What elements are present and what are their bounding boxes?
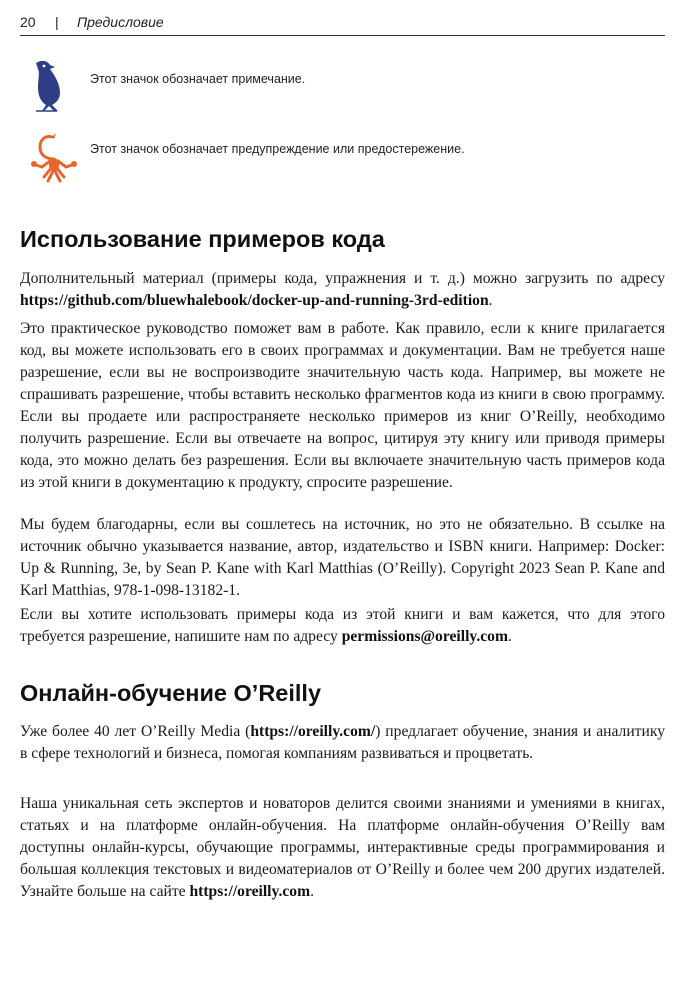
oreilly-site-link[interactable]: https://oreilly.com bbox=[189, 883, 311, 900]
chapter-title: Предисловие bbox=[77, 14, 164, 30]
paragraph bbox=[20, 604, 665, 648]
running-header bbox=[20, 11, 665, 36]
paragraph-text: Наша уникальная сеть экспертов и новаторов делится своими знаниями и умениями в книгах, статьях и на платформе онлайн-обучения. На платформе онлайн-обучения O’Reilly вам доступны онлайн-курсы, обучающие программы, интерактивные среды программирования и большая коллекция текстовых и видеоматериалов от O’Reilly и более чем 200 других издателей. Узнайте больше на сайте bbox=[20, 795, 665, 900]
bird-icon bbox=[24, 55, 84, 115]
paragraph: Это практическое руководство поможет вам в работе. Как правило, если к книге прилагается код, вы можете использовать его в своих программах и документации. Вам не требуется наше разрешение, если вы не воспроизводите значительную часть кода. Например, вы можете не спрашивать разрешение, чтобы вставить несколько фрагментов кода из книги в свою программу. Если вы продаете или распространяете несколько примеров из книг O’Reilly, необходимо получить разрешение. Если вы отвечаете на вопрос, цитируя эту книгу или приводя примеры кода, это можно делать без разрешения. Если вы включаете значительную часть примеров кода из этой книги в документацию к продукту, спросите разрешение. bbox=[20, 320, 665, 491]
paragraph bbox=[20, 793, 665, 903]
header-separator: | bbox=[55, 14, 59, 30]
paragraph-text: Уже более 40 лет O’Reilly Media ( bbox=[20, 723, 251, 740]
page-number: 20 bbox=[20, 14, 36, 30]
paragraph-text: Дополнительный материал (примеры кода, упражнения и т. д.) можно загрузить по адресу bbox=[20, 270, 665, 287]
paragraph-text: ) предлагает обучение, знания и аналитику в сфере технологий и бизнеса, помогая компаниям развиваться и процветать. bbox=[20, 723, 665, 762]
paragraph bbox=[20, 721, 665, 765]
note-legend-text: Этот значок обозначает примечание. bbox=[90, 72, 306, 86]
warning-legend-row bbox=[24, 125, 664, 185]
note-legend-row bbox=[24, 55, 664, 115]
repo-link[interactable]: https://github.com/bluewhalebook/docker-up-and-running-3rd-edition bbox=[20, 292, 489, 309]
paragraph: Мы будем благодарны, если вы сошлетесь на источник, но это не обязательно. В ссылке на источник обычно указывается название, автор, издательство и ISBN книги. Например: Docker: Up & Running, 3e, by Sean P. Kane with Karl Matthias (O’Reilly). Copyright 2023 Sean P. Kane and Karl Matthias, 978-1-098-13182-1. bbox=[20, 516, 665, 599]
oreilly-link[interactable]: https://oreilly.com/ bbox=[250, 723, 376, 740]
paragraph-text: . bbox=[507, 628, 512, 645]
paragraph bbox=[20, 268, 665, 312]
paragraph-text: Если вы хотите использовать примеры кода из этой книги и вам кажется, что для этого требуется разрешение, напишите нам по адресу bbox=[20, 606, 665, 645]
scorpion-icon bbox=[24, 125, 84, 185]
warning-legend-text: Этот значок обозначает предупреждение или предостережение. bbox=[90, 142, 465, 156]
paragraph-text: . bbox=[488, 292, 493, 309]
section-heading-online-learning: Онлайн-обучение O’Reilly bbox=[20, 680, 322, 706]
email-link[interactable]: permissions@oreilly.com bbox=[341, 628, 508, 645]
paragraph-text: . bbox=[310, 883, 314, 900]
section-heading-code-examples: Использование примеров кода bbox=[20, 226, 385, 252]
